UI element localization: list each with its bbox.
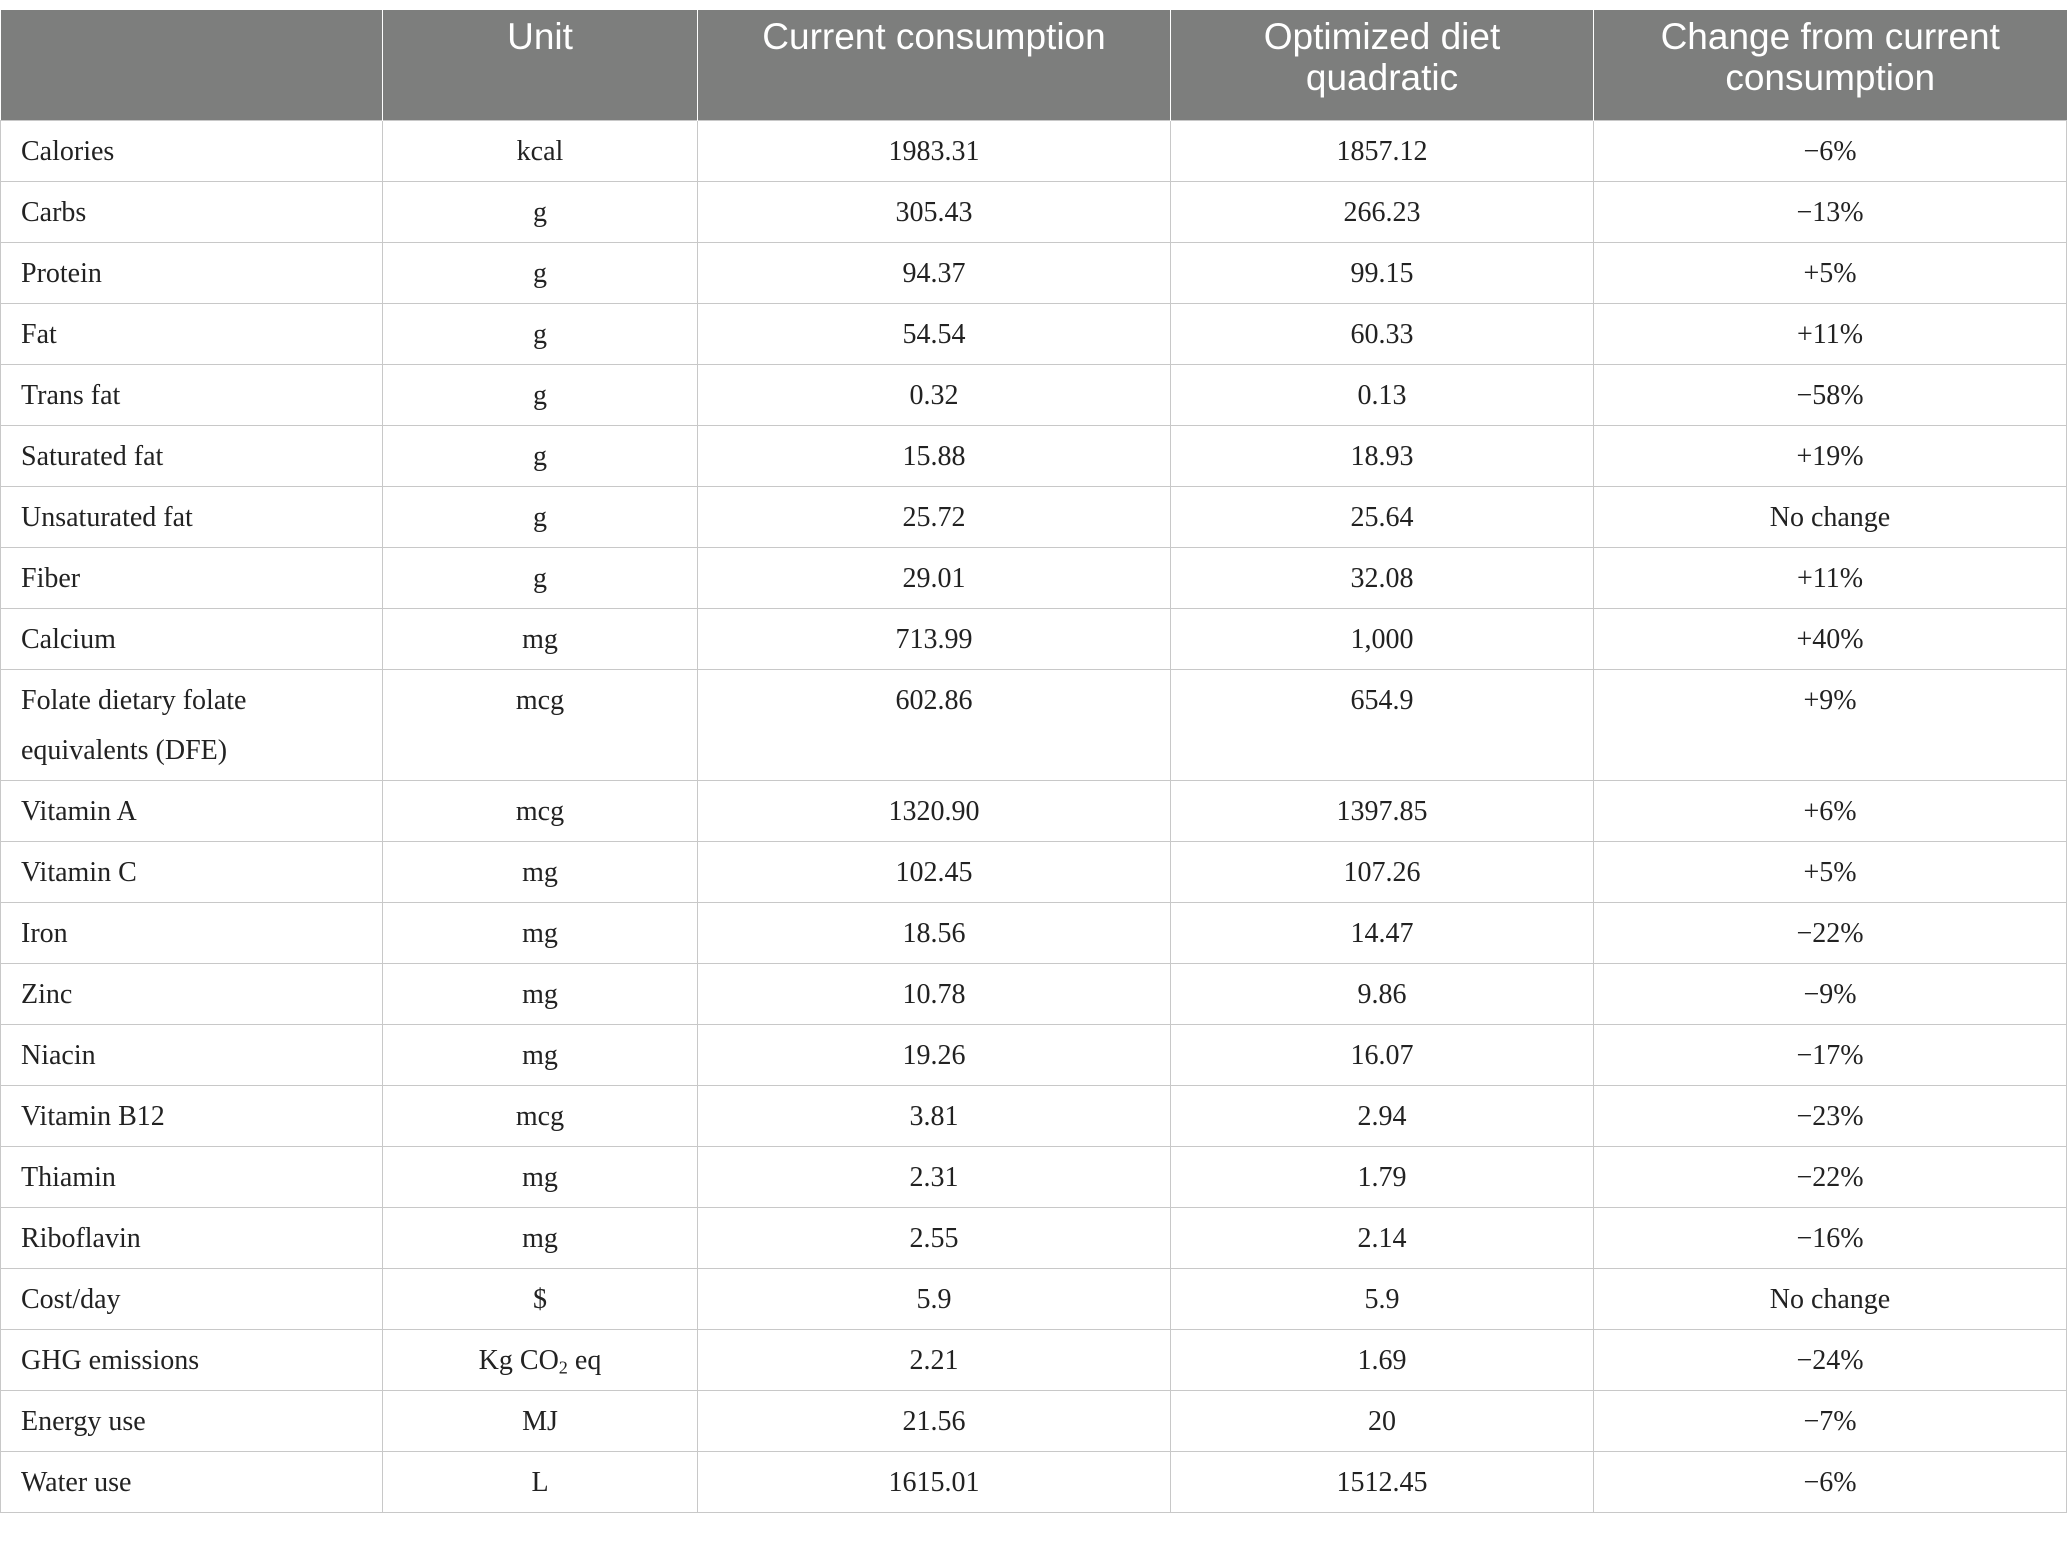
unit-cell: mg	[383, 902, 698, 963]
optimized-cell: 14.47	[1171, 902, 1594, 963]
table-row	[1, 963, 2067, 1024]
optimized-cell: 20	[1171, 1390, 1594, 1451]
optimized-cell: 1512.45	[1171, 1451, 1594, 1512]
table-row	[1, 1146, 2067, 1207]
header-change: Change from current consumption	[1594, 10, 2067, 120]
optimized-cell: 16.07	[1171, 1024, 1594, 1085]
table-row	[1, 669, 2067, 780]
change-cell: −23%	[1594, 1085, 2067, 1146]
header-row	[1, 10, 2067, 120]
table-header	[1, 10, 2067, 120]
optimized-cell: 2.14	[1171, 1207, 1594, 1268]
nutrient-cell: Vitamin B12	[1, 1085, 383, 1146]
table-row	[1, 902, 2067, 963]
nutrient-cell: Unsaturated fat	[1, 486, 383, 547]
optimized-cell: 9.86	[1171, 963, 1594, 1024]
optimized-cell: 654.9	[1171, 669, 1594, 780]
optimized-cell: 1.79	[1171, 1146, 1594, 1207]
unit-subscript: 2	[558, 1357, 568, 1378]
optimized-cell: 1,000	[1171, 608, 1594, 669]
nutrient-cell: Protein	[1, 242, 383, 303]
nutrient-cell: Fat	[1, 303, 383, 364]
table-row	[1, 364, 2067, 425]
nutrition-comparison-table	[0, 10, 2067, 1513]
header-optimized-diet: Optimized diet quadratic	[1171, 10, 1594, 120]
current-cell: 10.78	[698, 963, 1171, 1024]
change-cell: −24%	[1594, 1329, 2067, 1390]
optimized-cell: 1857.12	[1171, 120, 1594, 181]
optimized-cell: 5.9	[1171, 1268, 1594, 1329]
nutrient-cell: Calcium	[1, 608, 383, 669]
nutrient-cell: Zinc	[1, 963, 383, 1024]
change-cell: +5%	[1594, 841, 2067, 902]
unit-part: eq	[567, 1344, 602, 1376]
current-cell: 19.26	[698, 1024, 1171, 1085]
table-row	[1, 425, 2067, 486]
table-row	[1, 547, 2067, 608]
change-cell: −58%	[1594, 364, 2067, 425]
change-cell: −13%	[1594, 181, 2067, 242]
unit-cell: g	[383, 425, 698, 486]
change-cell: −22%	[1594, 902, 2067, 963]
current-cell: 2.21	[698, 1329, 1171, 1390]
change-cell: −9%	[1594, 963, 2067, 1024]
unit-cell: g	[383, 364, 698, 425]
optimized-cell: 25.64	[1171, 486, 1594, 547]
nutrient-cell: Fiber	[1, 547, 383, 608]
unit-cell: mg	[383, 1146, 698, 1207]
table-row	[1, 303, 2067, 364]
table-row	[1, 1329, 2067, 1390]
nutrient-cell: Iron	[1, 902, 383, 963]
change-cell: No change	[1594, 486, 2067, 547]
unit-cell: g	[383, 547, 698, 608]
change-cell: −7%	[1594, 1390, 2067, 1451]
table-body	[1, 120, 2067, 1512]
change-cell: No change	[1594, 1268, 2067, 1329]
current-cell: 1320.90	[698, 780, 1171, 841]
current-cell: 305.43	[698, 181, 1171, 242]
unit-cell: $	[383, 1268, 698, 1329]
change-cell: +19%	[1594, 425, 2067, 486]
current-cell: 15.88	[698, 425, 1171, 486]
table-row	[1, 608, 2067, 669]
header-current-consumption: Current consumption	[698, 10, 1171, 120]
unit-part: Kg CO	[478, 1344, 559, 1376]
change-cell: −6%	[1594, 1451, 2067, 1512]
unit-cell: mg	[383, 841, 698, 902]
optimized-cell: 60.33	[1171, 303, 1594, 364]
unit-cell: mg	[383, 1207, 698, 1268]
nutrient-cell: GHG emissions	[1, 1329, 383, 1390]
current-cell: 18.56	[698, 902, 1171, 963]
table-row	[1, 1451, 2067, 1512]
optimized-cell: 99.15	[1171, 242, 1594, 303]
optimized-cell: 0.13	[1171, 364, 1594, 425]
nutrient-cell: Trans fat	[1, 364, 383, 425]
unit-cell: g	[383, 181, 698, 242]
unit-cell: L	[383, 1451, 698, 1512]
header-unit: Unit	[383, 10, 698, 120]
table-row	[1, 1024, 2067, 1085]
table-row	[1, 181, 2067, 242]
current-cell: 102.45	[698, 841, 1171, 902]
current-cell: 1983.31	[698, 120, 1171, 181]
optimized-cell: 266.23	[1171, 181, 1594, 242]
current-cell: 3.81	[698, 1085, 1171, 1146]
current-cell: 2.31	[698, 1146, 1171, 1207]
change-cell: +5%	[1594, 242, 2067, 303]
nutrient-cell: Carbs	[1, 181, 383, 242]
nutrient-cell: Calories	[1, 120, 383, 181]
change-cell: −17%	[1594, 1024, 2067, 1085]
change-cell: +11%	[1594, 303, 2067, 364]
unit-cell	[383, 1329, 698, 1390]
nutrient-cell: Water use	[1, 1451, 383, 1512]
current-cell: 2.55	[698, 1207, 1171, 1268]
unit-cell: g	[383, 303, 698, 364]
optimized-cell: 107.26	[1171, 841, 1594, 902]
change-cell: +40%	[1594, 608, 2067, 669]
nutrient-cell: Folate dietary folate equivalents (DFE)	[1, 669, 383, 780]
optimized-cell: 1397.85	[1171, 780, 1594, 841]
change-cell: +9%	[1594, 669, 2067, 780]
unit-cell: mg	[383, 608, 698, 669]
unit-cell: MJ	[383, 1390, 698, 1451]
unit-cell: mg	[383, 963, 698, 1024]
nutrient-cell: Vitamin A	[1, 780, 383, 841]
nutrient-cell: Cost/day	[1, 1268, 383, 1329]
change-cell: −22%	[1594, 1146, 2067, 1207]
table-row	[1, 841, 2067, 902]
nutrient-cell: Vitamin C	[1, 841, 383, 902]
nutrient-cell: Riboflavin	[1, 1207, 383, 1268]
current-cell: 94.37	[698, 242, 1171, 303]
current-cell: 54.54	[698, 303, 1171, 364]
header-nutrient	[1, 10, 383, 120]
unit-cell: mcg	[383, 1085, 698, 1146]
unit-cell: mg	[383, 1024, 698, 1085]
current-cell: 29.01	[698, 547, 1171, 608]
nutrient-cell: Thiamin	[1, 1146, 383, 1207]
nutrient-cell: Niacin	[1, 1024, 383, 1085]
current-cell: 713.99	[698, 608, 1171, 669]
table-row	[1, 120, 2067, 181]
change-cell: −6%	[1594, 120, 2067, 181]
table-row	[1, 780, 2067, 841]
current-cell: 21.56	[698, 1390, 1171, 1451]
optimized-cell: 1.69	[1171, 1329, 1594, 1390]
optimized-cell: 2.94	[1171, 1085, 1594, 1146]
current-cell: 0.32	[698, 364, 1171, 425]
current-cell: 5.9	[698, 1268, 1171, 1329]
table-row	[1, 1390, 2067, 1451]
unit-cell: mcg	[383, 780, 698, 841]
table-row	[1, 1268, 2067, 1329]
unit-cell: kcal	[383, 120, 698, 181]
current-cell: 1615.01	[698, 1451, 1171, 1512]
nutrient-cell: Energy use	[1, 1390, 383, 1451]
unit-cell: g	[383, 242, 698, 303]
change-cell: +11%	[1594, 547, 2067, 608]
current-cell: 602.86	[698, 669, 1171, 780]
optimized-cell: 32.08	[1171, 547, 1594, 608]
unit-cell: mcg	[383, 669, 698, 780]
table-row	[1, 242, 2067, 303]
unit-cell: g	[383, 486, 698, 547]
change-cell: −16%	[1594, 1207, 2067, 1268]
current-cell: 25.72	[698, 486, 1171, 547]
table-row	[1, 1085, 2067, 1146]
table-row	[1, 1207, 2067, 1268]
change-cell: +6%	[1594, 780, 2067, 841]
optimized-cell: 18.93	[1171, 425, 1594, 486]
table-row	[1, 486, 2067, 547]
nutrient-cell: Saturated fat	[1, 425, 383, 486]
